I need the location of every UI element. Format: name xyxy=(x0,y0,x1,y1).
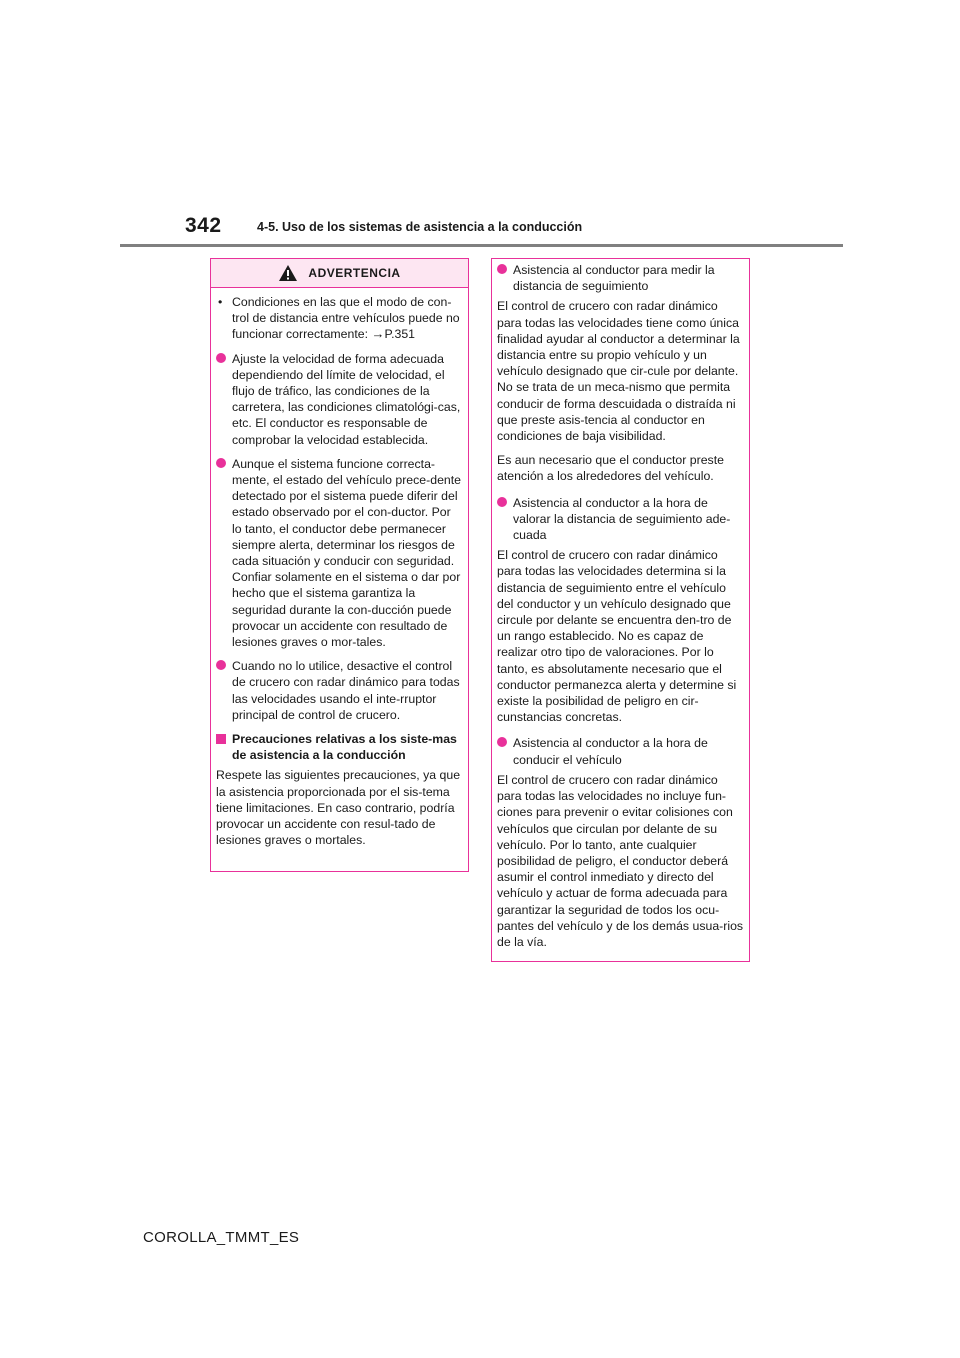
warning-bullet-item xyxy=(216,658,463,723)
small-bullet-icon: • xyxy=(218,295,223,309)
pink-square-icon xyxy=(216,734,226,744)
warning-subheading-item xyxy=(216,731,463,763)
section-paragraph: El control de crucero con radar dinámico para todas las velocidades tiene como única finalidad ayudar al conductor a determinar la distancia entre su propio vehículo y un vehículo designado que cir-cule por delante. No se trata de un meca-nismo que permita conducir de forma descuidada o distraída ni que preste asis-tencia al conductor en condiciones de baja visibilidad. xyxy=(497,299,740,444)
warning-bullet-text: Ajuste la velocidad de forma adecuada dependiendo del límite de velocidad, el flujo de tráfico, las condiciones de la carretera, las condiciones climatológi-cas, etc. El conductor es responsable de comprobar la velocidad establecida. xyxy=(232,351,461,447)
section-heading: Asistencia al conductor a la hora de valorar la distancia de seguimiento ade-cuada xyxy=(513,495,731,543)
pink-dot-icon xyxy=(216,353,226,363)
footer-code: COROLLA_TMMT_ES xyxy=(143,1229,300,1246)
pink-dot-icon xyxy=(497,264,507,274)
section-heading: Asistencia al conductor a la hora de conducir el vehículo xyxy=(513,736,708,767)
section-heading-item xyxy=(497,262,744,294)
section-heading-item xyxy=(497,495,744,544)
arrow-right-icon: → xyxy=(371,326,385,342)
section-heading-item xyxy=(497,735,744,767)
warning-bullet-text: Cuando no lo utilice, desactive el control de crucero con radar dinámico para todas las velocidades usando el inte-rruptor principal de control de crucero. xyxy=(232,659,460,722)
warning-title: ADVERTENCIA xyxy=(308,265,401,280)
page-reference[interactable]: P.351 xyxy=(384,327,416,342)
warning-bullet-item xyxy=(216,351,463,448)
warning-bullet-item xyxy=(216,456,463,650)
warning-header xyxy=(211,259,468,288)
pink-dot-icon xyxy=(497,497,507,507)
warning-intro-item xyxy=(216,294,463,343)
pink-dot-icon xyxy=(216,458,226,468)
warning-box xyxy=(210,258,469,872)
right-column-box xyxy=(491,258,750,962)
header-rule xyxy=(120,244,843,247)
section-heading: Asistencia al conductor para medir la distancia de seguimiento xyxy=(513,263,715,294)
section-paragraph: El control de crucero con radar dinámico para todas las velocidades no incluye fun-ciones para prevenir o evitar colisiones con vehículos que circulan por delante de su vehículo. Por lo tanto, ante cualquier posibilidad de peligro, el conductor deberá asumir el control inmediato y directo del vehículo y actuar de forma adecuada para garantizar la seguridad de todos los ocu-pantes del vehículo y de los demás usua-rios de la vía. xyxy=(497,772,744,949)
warning-subheading: Precauciones relativas a los siste-mas de asistencia a la conducción xyxy=(232,732,457,763)
warning-triangle-icon xyxy=(278,264,298,282)
warning-body xyxy=(211,288,468,849)
warning-subheading-text: Respete las siguientes precauciones, ya que la asistencia proporcionada por el sis-tema tiene limitaciones. En caso contrario, podría provocar un accidente con resul-tado de lesiones graves o mortales. xyxy=(216,768,461,848)
section-paragraph: El control de crucero con radar dinámico para todas las velocidades determina si la distancia de seguimiento entre el vehículo del conductor y un vehículo designado que circule por delante se encuentra den-tro de un rango establecido. No es capaz de realizar otro tipo de valoraciones. Por lo tanto, es absolutamente necesario que el conductor permanezca alerta y determine si existe la posibilidad de peligro en cir-cunstancias concretas. xyxy=(497,548,737,725)
warning-bullet-text: Aunque el sistema funcione correcta-mente, el estado del vehículo prece-dente detectado por el sistema puede diferir del estado observado por el con-ductor. Por lo tanto, el conductor debe permanecer siempre alerta, determinar los riesgos de cada situación y conducir con seguridad. Confiar solamente en el sistema o dar por hecho que el sistema garantiza la seguridad durante la con-ducción puede provocar un accidente con resultado de lesiones graves o mor-tales. xyxy=(232,456,462,650)
warning-intro-text: Condiciones en las que el modo de con-trol de distancia entre vehículos puede no funcionar correctamente: xyxy=(232,295,460,342)
section-paragraph: Es aun necesario que el conductor preste atención a los alrededores del vehículo. xyxy=(497,453,724,484)
page-number: 342 xyxy=(185,214,222,237)
section-title: 4-5. Uso de los sistemas de asistencia a la conducción xyxy=(257,220,583,234)
